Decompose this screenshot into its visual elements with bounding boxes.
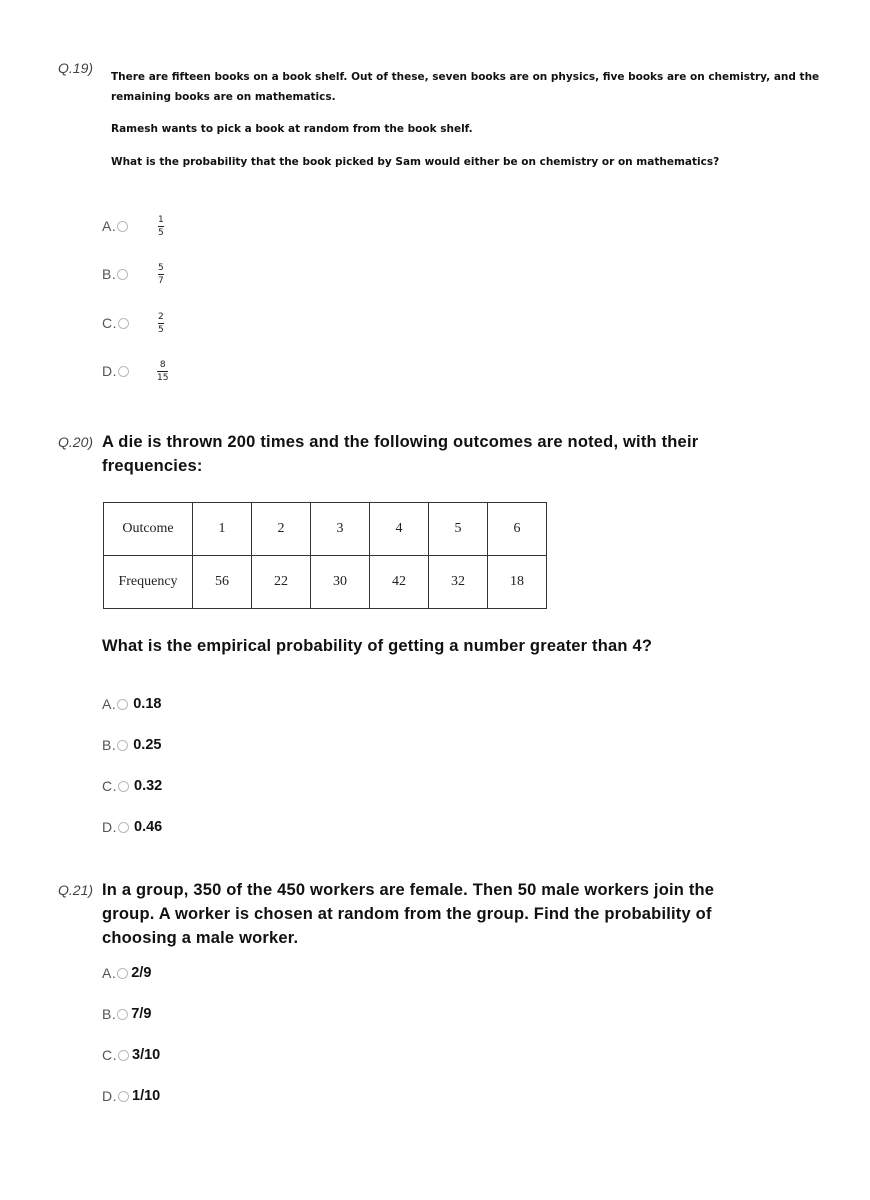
question-text-line: group. A worker is chosen at random from the group. Find the probability of (102, 905, 712, 923)
radio-button[interactable] (117, 1009, 128, 1020)
question-text-line: remaining books are on mathematics. (111, 91, 336, 103)
table-cell: 30 (311, 556, 370, 609)
frequency-table (103, 502, 547, 609)
option-letter: B. (102, 266, 117, 282)
fraction-denominator: 5 (158, 325, 164, 335)
option-c[interactable] (102, 1047, 160, 1063)
question-text-line: What is the probability that the book picked by Sam would either be on chemistry or on mathematics? (111, 156, 720, 168)
fraction-bar (158, 323, 164, 324)
question-text-line: There are fifteen books on a book shelf. Out of these, seven books are on physics, five books are on chemistry, and the (111, 71, 820, 83)
radio-button[interactable] (117, 968, 128, 979)
option-b[interactable] (102, 1006, 151, 1022)
fraction-denominator: 5 (158, 228, 164, 238)
radio-button[interactable] (117, 699, 128, 710)
table-cell: 5 (429, 503, 488, 556)
option-fraction (157, 360, 168, 383)
option-a[interactable] (102, 696, 161, 712)
option-value: 2/9 (131, 965, 152, 981)
fraction-denominator: 15 (157, 373, 169, 383)
table-header-cell: Outcome (104, 503, 193, 556)
question-text-line: frequencies: (102, 457, 203, 475)
table-row (104, 556, 547, 609)
question-number: Q.19) (58, 60, 94, 76)
option-letter: D. (102, 819, 117, 835)
option-value: 0.46 (134, 819, 163, 835)
option-value: 0.32 (134, 778, 163, 794)
table-cell: 32 (429, 556, 488, 609)
option-a[interactable] (102, 965, 151, 981)
option-c[interactable] (102, 315, 129, 331)
table-cell: 1 (193, 503, 252, 556)
option-value: 0.18 (133, 696, 162, 712)
table-header-cell: Frequency (104, 556, 193, 609)
option-letter: D. (102, 1088, 117, 1104)
option-letter: A. (102, 218, 117, 234)
table-cell: 42 (370, 556, 429, 609)
option-letter: B. (102, 737, 117, 753)
option-letter: B. (102, 1006, 117, 1022)
radio-button[interactable] (118, 781, 129, 792)
radio-button[interactable] (118, 1091, 129, 1102)
radio-button[interactable] (118, 318, 129, 329)
option-a[interactable] (102, 218, 128, 234)
question-text-line: Ramesh wants to pick a book at random from the book shelf. (111, 123, 473, 135)
option-letter: D. (102, 363, 117, 379)
option-letter: C. (102, 1047, 117, 1063)
fraction-numerator: 1 (158, 215, 164, 225)
fraction-numerator: 5 (158, 263, 164, 273)
radio-button[interactable] (118, 366, 129, 377)
option-letter: C. (102, 778, 117, 794)
option-fraction (158, 312, 164, 335)
radio-button[interactable] (118, 822, 129, 833)
table-cell: 18 (488, 556, 547, 609)
option-d[interactable] (102, 1088, 160, 1104)
question-text-line: What is the empirical probability of getting a number greater than 4? (102, 637, 653, 655)
option-b[interactable] (102, 266, 128, 282)
option-value: 3/10 (132, 1047, 161, 1063)
table-cell: 56 (193, 556, 252, 609)
question-text-line: choosing a male worker. (102, 929, 299, 947)
fraction-numerator: 8 (159, 360, 166, 370)
radio-button[interactable] (117, 221, 128, 232)
option-letter: A. (102, 965, 117, 981)
fraction-numerator: 2 (158, 312, 164, 322)
table-cell: 22 (252, 556, 311, 609)
radio-button[interactable] (117, 269, 128, 280)
question-text-line: A die is thrown 200 times and the following outcomes are noted, with their (102, 433, 699, 451)
option-letter: A. (102, 696, 117, 712)
fraction-bar (157, 371, 168, 372)
option-value: 1/10 (132, 1088, 161, 1104)
fraction-denominator: 7 (158, 276, 164, 286)
option-fraction (158, 215, 164, 238)
option-d[interactable] (102, 819, 162, 835)
radio-button[interactable] (118, 1050, 129, 1061)
question-number: Q.21) (58, 882, 94, 898)
table-cell: 3 (311, 503, 370, 556)
option-value: 0.25 (133, 737, 162, 753)
option-b[interactable] (102, 737, 161, 753)
table-row (104, 503, 547, 556)
question-text-line: In a group, 350 of the 450 workers are female. Then 50 male workers join the (102, 881, 715, 899)
radio-button[interactable] (117, 740, 128, 751)
fraction-bar (158, 226, 164, 227)
table-cell: 2 (252, 503, 311, 556)
option-d[interactable] (102, 363, 129, 379)
question-number: Q.20) (58, 434, 94, 450)
option-fraction (158, 263, 164, 286)
table-cell: 4 (370, 503, 429, 556)
fraction-bar (158, 274, 164, 275)
table-cell: 6 (488, 503, 547, 556)
option-value: 7/9 (131, 1006, 152, 1022)
option-letter: C. (102, 315, 117, 331)
option-c[interactable] (102, 778, 162, 794)
